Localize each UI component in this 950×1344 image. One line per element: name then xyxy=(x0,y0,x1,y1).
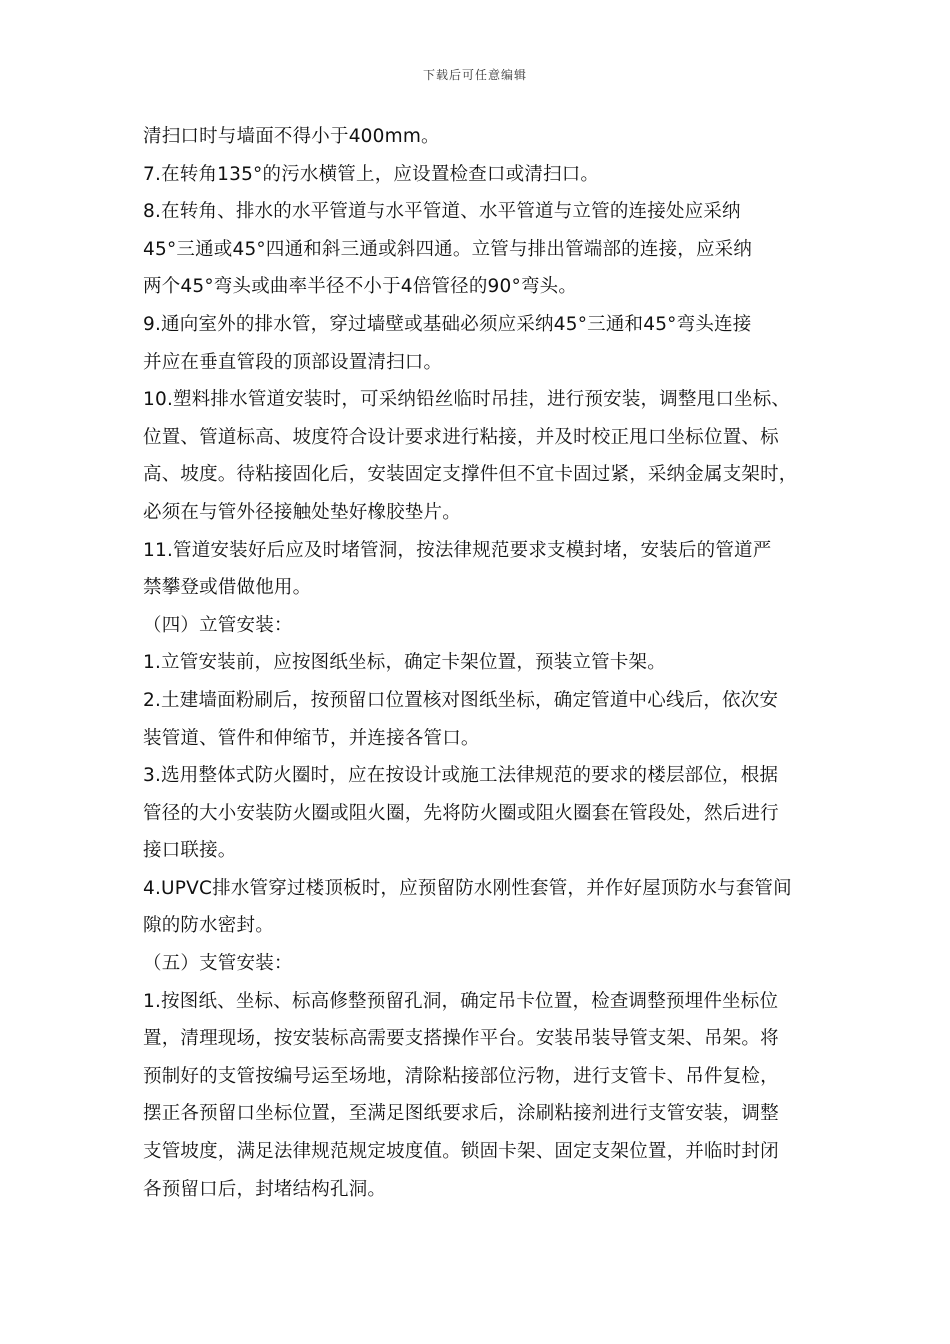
text-line: 11.管道安装好后应及时堵管洞，按法律规范要求支模封堵，安装后的管道严 xyxy=(143,539,772,561)
text-line: 管径的大小安装防火圈或阻火圈，先将防火圈或阻火圈套在管段处，然后进行 xyxy=(143,802,779,824)
text-line: 两个45°弯头或曲率半径不小于4倍管径的90°弯头。 xyxy=(143,276,578,298)
text-line: 接口联接。 xyxy=(143,840,237,862)
text-line: 9.通向室外的排水管，穿过墙壁或基础必须应采纳45°三通和45°弯头连接 xyxy=(143,313,752,335)
text-line: 清扫口时与墙面不得小于400mm。 xyxy=(143,126,440,147)
text-line: 1.按图纸、坐标、标高修整预留孔洞，确定吊卡位置，检查调整预埋件坐标位 xyxy=(143,990,779,1012)
text-line: 3.选用整体式防火圈时，应在按设计或施工法律规范的要求的楼层部位，根据 xyxy=(143,765,779,787)
text-line: 10.塑料排水管道安装时，可采纳铅丝临时吊挂，进行预安装，调整甩口坐标、 xyxy=(143,389,791,411)
text-line: 各预留口后，封堵结构孔洞。 xyxy=(143,1178,387,1200)
text-line: 摆正各预留口坐标位置，至满足图纸要求后，涂刷粘接剂进行支管安装，调整 xyxy=(143,1103,779,1125)
document-body xyxy=(143,118,813,1208)
section-heading: （五）支管安装： xyxy=(143,953,293,975)
text-line: 必须在与管外径接触处垫好橡胶垫片。 xyxy=(143,501,461,523)
section-heading: （四）立管安装： xyxy=(143,614,293,636)
text-line: 7.在转角135°的污水横管上，应设置检查口或清扫口。 xyxy=(143,163,600,185)
text-line: 1.立管安装前，应按图纸坐标，确定卡架位置，预装立管卡架。 xyxy=(143,652,666,674)
text-line: 并应在垂直管段的顶部设置清扫口。 xyxy=(143,351,443,373)
text-line: 2.土建墙面粉刷后，按预留口位置核对图纸坐标，确定管道中心线后，依次安 xyxy=(143,689,779,711)
text-line: 预制好的支管按编号运至场地，清除粘接部位污物，进行支管卡、吊件复检， xyxy=(143,1065,779,1087)
text-line: 禁攀登或借做他用。 xyxy=(143,577,312,599)
text-line: 置，清理现场，按安装标高需要支搭操作平台。安装吊装导管支架、吊架。将 xyxy=(143,1028,779,1050)
page-header: 下载后可任意编辑 xyxy=(422,68,527,82)
text-line: 位置、管道标高、坡度符合设计要求进行粘接，并及时校正甩口坐标位置、标 xyxy=(143,426,779,448)
text-line: 8.在转角、排水的水平管道与水平管道、水平管道与立管的连接处应采纳 xyxy=(143,201,741,223)
text-line: 装管道、管件和伸缩节，并连接各管口。 xyxy=(143,727,480,749)
text-line: 4.UPVC排水管穿过楼顶板时，应预留防水刚性套管，并作好屋顶防水与套管间 xyxy=(143,877,792,899)
text-line: 45°三通或45°四通和斜三通或斜四通。立管与排出管端部的连接，应采纳 xyxy=(143,238,753,260)
text-line: 隙的防水密封。 xyxy=(143,915,274,937)
text-line: 支管坡度，满足法律规范规定坡度值。锁固卡架、固定支架位置，并临时封闭 xyxy=(143,1141,779,1163)
text-line: 高、坡度。待粘接固化后，安装固定支撑件但不宜卡固过紧，采纳金属支架时， xyxy=(143,464,798,486)
